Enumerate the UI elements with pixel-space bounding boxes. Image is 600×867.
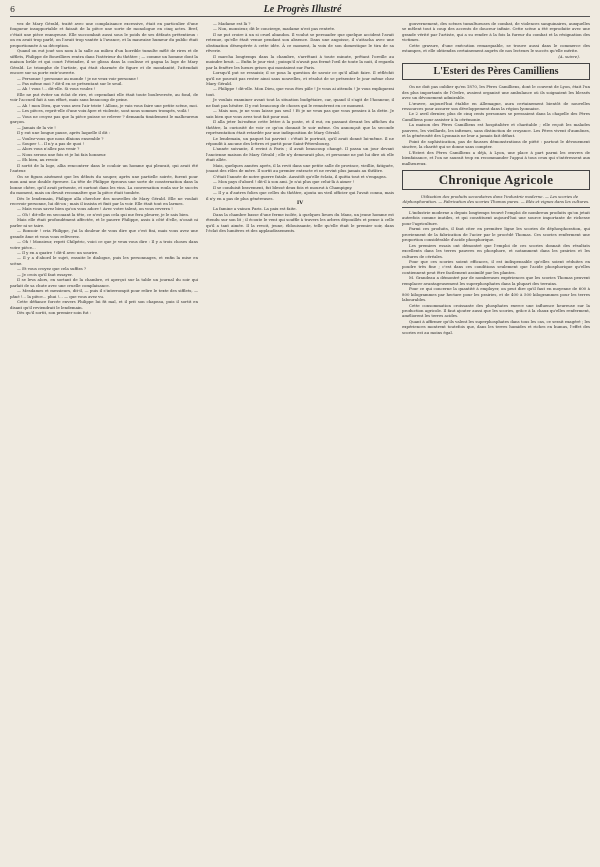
columns (10, 21, 590, 861)
column-2-body (206, 21, 394, 201)
newspaper-title: Le Progrès Illustré (263, 4, 342, 15)
paragraph: — Il y en a quatre ! dit-il avec un sourire. (17, 250, 99, 256)
paragraph: Parmi ces produits, il faut citer en première ligne les scories de déphosphoration, qui proviennent de la fabrication de l'acier par le procédé Thomas. Ces scories renferment une proportion considérable d'acide phosphorique. (402, 226, 590, 243)
article-2-title-box (402, 170, 590, 190)
column-2 (206, 21, 394, 861)
paragraph: Il sortit de la loge, allia rencontrer dans le couloir un homme qui pleurait, qui avait été l'auteur. (10, 162, 198, 174)
paragraph: — Bonsoir ! cria Philippe, j'ai la douleur de vous dire que c'est fini, mais vous avez une grande âme et vous vous relèverez. (10, 228, 198, 239)
paragraph: Il se conduisit bravement, fut blessé deux fois et mourut à Champigny. (213, 184, 353, 190)
paragraph: L'œuvre, aujourd'hui établie en Allemagne, aura certainement bientôt de nouvelles ressources pour assurer son développement dans la région lyonnaise. (402, 100, 590, 111)
article-2-subtitle: Utilisation des produits secondaires dans l'industrie moderne. — Les scories de déphosphoration. — Fabrication des scories Thomas pures. — Blés et vignes dans les cultures. (402, 193, 590, 205)
paragraph: Mais, quelques années après, il la revit dans une petite salle de province, vieillie, fatiguée, jouant des rôles de mère. Il sortit au premier entracte et ne revint plus jamais au théâtre. (206, 162, 394, 174)
article-1-title-box (402, 63, 590, 80)
paragraph: L'Esteri des Pères Camilliens a déjà, à Lyon, une place à part parmi les œuvres de bienfaisance, et l'on ne saurait trop en recommander l'appui à tous ceux qui s'intéressent aux malheureux. (402, 149, 590, 166)
paragraph: — Nous serons une fois et je lui fais honneur. (17, 151, 107, 157)
paragraph: Mais elle était profondément affectée, et le pauvre Philippe, assis à côté d'elle, n'osait ni parler ni se taire. (10, 217, 198, 228)
paragraph: — Vous ne croyez pas que la pièce puisse se relever ? demanda timidement le malheureux garçon. (10, 113, 198, 125)
paragraph: Cette gravure, d'une exécution remarquable, se trouve aussi dans le commerce des estampes, et elle obtiendra certainement auprès de nos lecteurs le succès qu'elle mérite. (402, 42, 590, 54)
paragraph: On se figura aisément que les débuts du souper, après une partielle soirée, furent pour mon ami une double épreuve. La tête de Philippe éprouva une sorte de consternation dans la bonne chère, qu'il avait présente, et surtout dans les vins. La conversation roula sur le succès du moment, mais on devait reconnaître que la pièce était tombée. (10, 173, 198, 196)
paragraph: — Non, monsieur, dit le concierge, madame n'est pas rentrée. (213, 26, 336, 32)
paragraph: — Ah ! mon Dieu, que vous avez l'air triste ! Allons, je vais vous faire une petite scène, moi. (17, 102, 198, 108)
paragraph: — Mon pays d'abord ! dit-il à son ami. Je n'ai plus que celui-là à aimer ! (213, 179, 355, 185)
paragraph: Pour ce qui concerne la quantité à employer, on peut dire qu'il faut en moyenne de 600 à 800 kilogrammes par hectare pour les prairies, et de 400 à 500 kilogrammes pour les terres labourables. (402, 286, 590, 303)
paragraph: On ne doit pas oublier qu'en 1870, les Pères Camilliens, dont le couvent de Lyon, était l'un des plus importants de l'Ordre, avaient organisé une ambulance où ils soignaient les blessés avec un dévouement admirable. (402, 84, 590, 101)
paragraph: — Mais non, je ne vous laisse pas seul ! Et je ne veux pas que vous pensiez à la dette. Je sais bien que vous avez tout fait pour moi. (206, 108, 394, 119)
paragraph: — Et vous croyez que cela suffira ? (17, 266, 87, 272)
paragraph: — Souper !... Il n'y a pas de quoi ! (17, 140, 85, 146)
paragraph: Cette défiance forcée envers Philippe lui fit mal, et il prit son chapeau, puis il sortit en disant qu'il reviendrait le lendemain. (10, 299, 198, 310)
paragraph: Il y eut une longue pause, après laquelle il dit : (17, 130, 110, 136)
paragraph: Cette consommation croissante des phosphates exerce une influence heureuse sur la production agricole. Il faut ajouter aussi que les scories, grâce à la chaux qu'elles renferment, améliorent les terres acides. (402, 302, 590, 319)
paragraph: Point de sophistication, pas de fausses démonstrations de piété : partout le dévouement sincère, la charité qui se donne sans compter. (402, 138, 590, 150)
paragraph: — Alors vous n'allez pas venir ? (17, 146, 80, 152)
column-2-after-chapter (206, 206, 394, 233)
paragraph: — Madame est là ? (213, 21, 251, 26)
paragraph: C'était l'année de notre guerre fatale. Aussitôt qu'elle éclata, il quitta tout et s'engagea. (213, 173, 387, 179)
paragraph: — Il y a d'abord le sujet, ensuite le dialogue, puis les personnages, et enfin la mise en scène. (10, 255, 198, 266)
paragraph: Elle ne put éviter un éclat de rire, et cependant elle était toute bouleversée, au fond, de voir l'accueil fait à son effort, mais sans beaucoup de peine. (10, 91, 198, 103)
paragraph: — Philippe ! dit-elle. Mon Dieu, que vous êtes pâle ! Je vous ai attendu ! Je vous expliquerai tout. (206, 86, 394, 97)
paragraph: Il se leva alors, en sortant de la chambre, et aperçut sur la table un journal du soir qui parlait de sa chute avec une cruelle complaisance. (10, 277, 198, 288)
column-1-body (10, 21, 198, 315)
column-3 (402, 21, 590, 861)
paragraph: — Je crois qu'il faut essayer. (17, 271, 73, 277)
article-1-title: L'Esteri des Pères Camilliens (433, 66, 559, 78)
paragraph: Pour que ces scories soient efficaces, il est indispensable qu'elles soient réduites en poudre très fine ; c'est dans ces conditions seulement que l'acide phosphorique qu'elles contiennent peut être facilement assimilé par les plantes. (402, 258, 590, 275)
paragraph: Le 2 avril dernier, plus de cinq cents personnes se pressaient dans la chapelle des Pères Camilliens pour assister à la cérémonie. (402, 111, 590, 122)
article-1-body (402, 84, 590, 166)
paragraph: — Mais vous savez bien qu'on vous adore ! Avec votre talent, on vous reverra ! (17, 206, 173, 212)
paragraph: M. Grandeau a démontré par de nombreuses expériences que les scories Thomas peuvent remplacer avantageusement les superphosphates dans la plupart des terrains. (402, 275, 590, 286)
paragraph: Quant à affirmer qu'ils valent les superphosphates dans tous les cas, ce serait exagéré ; les expériences montrent toutefois que, dans les terres humides et riches en humus, l'effet des scories est au moins égal. (402, 318, 590, 335)
paragraph: — Oh ! dit-elle en secouant la tête, ce n'est pas cela qui me fera pleurer, je le sais bien. (17, 211, 190, 217)
article-2-body (402, 210, 590, 335)
paragraph: gouvernement, des scènes tumultueuses de combat, de violences sanguinaires, auxquelles se mêlent tout à coup des accents de douceur infinie. Cette scène a été reproduite avec une grande vérité par l'artiste, qui a su rendre à la fois la fureur du combat et la résignation des victimes. (402, 21, 590, 43)
paragraph: Il alla jeter lui-même cette lettre à la poste, et il eut, en passant devant les affiches du théâtre, la curiosité de voir ce qu'on donnait le soir même. On annonçait que la seconde représentation était retardée par une indisposition de Mary Gérald. (206, 119, 394, 136)
column-1 (10, 21, 198, 861)
paragraph: La famine a vaincu Paris. La paix est faite. (213, 206, 297, 212)
continued-note: (A. suivre). (558, 53, 580, 59)
paragraph: — Jamais de la vie ! (17, 124, 56, 130)
paragraph: Lorsqu'il put se ressaisir, il se posa la question de savoir ce qu'il allait faire. Il réfléchit qu'il ne pouvait pas rester ainsi sans nouvelles, et résolut de se présenter le jour même chez Mary Gérald. (206, 70, 394, 86)
paragraph: Les premiers essais ont démontré que l'emploi de ces scories donnait des résultats excellents dans les terres pauvres en phosphore, et notamment dans les prairies et les cultures de céréales. (402, 242, 590, 259)
paragraph: Il ne put croire à un si cruel abandon. Il voulut se persuader que quelque accident l'avait retenue, qu'elle était venue pendant son absence. Dans une angoisse, il s'attacha avec une obstination désespérée à cette idée. À ce moment, la voix de son domestique le tira de sa rêverie. (206, 31, 394, 54)
paragraph: Le lendemain, un paquet lui parvint : c'était le portrait, qu'il avait donné lui-même. Il ne répondit à aucune des lettres et partit pour Saint-Pétersbourg. (206, 135, 394, 146)
article-2-title: Chronique Agricole (438, 171, 554, 187)
paragraph: — Pas même moi ? dit-il en se présentant sur le seuil. (17, 80, 123, 86)
paragraph: Quand on eut joué son nom à la salle au milieu d'un horrible tumulte mêlé de rires et de sifflets, Philippe de Bouvilliers rentra dans l'intérieur du théâtre ; — comme un homme dont la maison brûle et qui court l'éteindre, il se glissa dans la coulisse et gagna la loge de Mary Gérald. Le triomphe de l'artiste, qui était charmée de figure et de mondanité, l'attendait encore sur sa porte entr'ouverte. (10, 48, 198, 76)
paragraph: Il marcha longtemps dans la chambre, s'arrêtant à toute minute, prêtant l'oreille au moindre bruit. — Enfin le jour vint ; puisqu'il n'avait pas fermé l'œil de toute la nuit, il regarda par la fenêtre les lueurs grises qui montaient sur Paris. (206, 53, 394, 70)
paragraph: La maison des Pères Camilliens est hospitalière et charitable ; elle reçoit les malades pauvres, les vieillards, les infirmes, sans distinction de croyance. Les Pères vivent d'aumônes, et la générosité des Lyonnais ne leur a jamais fait défaut. (402, 122, 590, 139)
paragraph: L'industrie moderne a depuis longtemps trouvé l'emploi de nombreux produits qu'on jetait autrefois comme inutiles, et qui constituent aujourd'hui une source importante de richesse pour l'agriculture. (402, 209, 590, 226)
paragraph: Je voulais examiner avant tout la situation budgétaire, car, quand il s'agit de l'honneur, il ne faut pas hésiter. Il y eut beaucoup de choses qui le remuèrent en ce moment. (206, 97, 394, 108)
paragraph: Dès le lendemain, Philippe alla chercher des nouvelles de Mary Gérald. Elle ne voulait recevoir personne, lui dit-on ; mais il insista et finit par la voir. Elle était tout en larmes. (10, 195, 198, 206)
paragraph: — Il y a d'autres folies que celles du théâtre, ajouta un vieil officier qui l'avait connu, mais il n'y en a pas de plus généreuses. (206, 190, 394, 201)
paragraph: — Ah ! vous !... dit-elle. Si vous voulez ! (17, 86, 96, 92)
paragraph: — Oh ! Monsieur, reprit Chilpéric, voici ce que je veux vous dire : Il y a trois choses dans votre pièce... (10, 239, 198, 250)
paragraph: — Mesdames et messieurs, dit-il, — puis il s'interrompit pour relire le texte des sifflets, — pâné !... la pièce... phui !... — que vous avez vu. (10, 288, 198, 299)
paragraph: — Personne ! personne au monde ! je ne veux voir personne ! (17, 75, 139, 81)
page-header (10, 4, 590, 17)
paragraph: — Voulez-vous que nous dînions ensemble ? (17, 135, 104, 141)
paragraph: L'année suivante, il revint à Paris ; il avait beaucoup changé. Il passa un jour devant l'ancienne maison de Mary Gérald ; elle n'y demeurait plus, et personne ne put lui dire où elle était allée. (206, 146, 394, 163)
paragraph: Dès qu'il sortit, son premier soin fut : (17, 310, 91, 316)
paragraph: — Eh bien, au revoir. (17, 157, 59, 163)
paragraph: Dans la chambre basse d'une ferme isolée, à quelques lieues du Mans, un jeune homme est étendu sur son lit ; il écoute le vent qui souffle à travers les arbres dépouillés et pense à celle qu'il a tant aimée. Il la revoit, jeune, éblouissante, telle qu'elle était le premier soir, dans l'éclat des lumières et des applaudissements. (206, 211, 394, 234)
page-number: 6 (10, 5, 16, 14)
column-3-top (402, 21, 590, 54)
paragraph: — Les pièces, reprit-elle d'une voix âpre et violente, sont nous sommes trompés, voilà ! (17, 108, 190, 114)
chapter-number: IV (296, 199, 304, 206)
paragraph: vez de Mary Gérald, traité avec une complaisance excessive, était en particulier d'une fougueur insupportable et faisait de la pièce une sorte de monologue en cinq actes. Bref, c'était une pièce ennuyeuse. Elle succombait aussi sous le poids de ses défauts prétentieux : on en avait trop parlé, on l'avait trop vantée à l'avance, et la mauvaise humeur du public était proportionnée à sa déception. (10, 21, 198, 48)
